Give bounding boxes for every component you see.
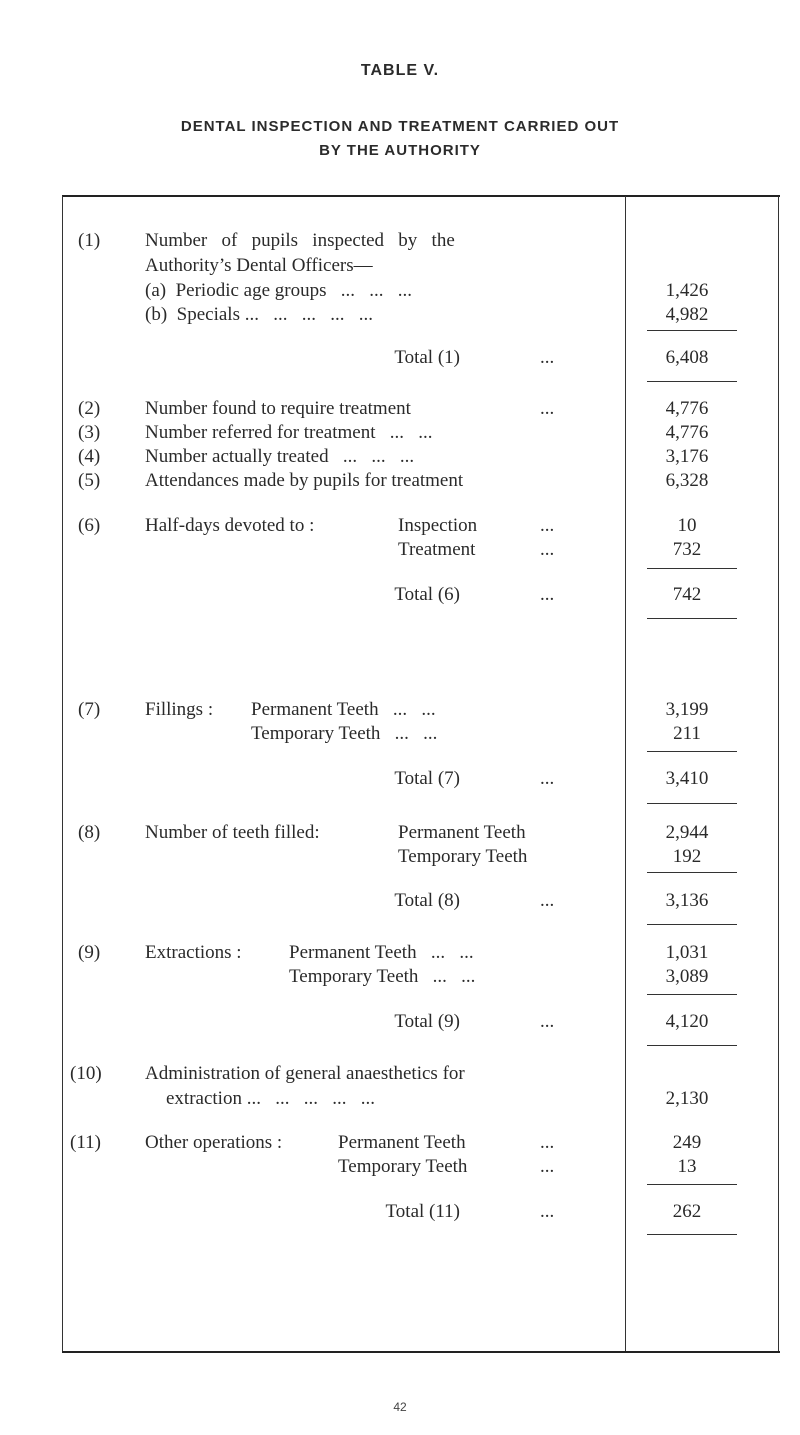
row-11 bbox=[0, 1131, 800, 1155]
row-8-total bbox=[0, 889, 800, 913]
item-label: Extractions : bbox=[145, 942, 242, 963]
total-rule bbox=[647, 1234, 737, 1235]
table-heading-line1: DENTAL INSPECTION AND TREATMENT CARRIED OUT bbox=[180, 118, 620, 135]
leader-dots: ... bbox=[540, 1132, 555, 1153]
row-6 bbox=[0, 514, 800, 538]
subtotal-rule bbox=[647, 1184, 737, 1185]
item-number: (10) bbox=[70, 1063, 102, 1084]
value-cell: 3,089 bbox=[665, 966, 709, 987]
row-7-sub2 bbox=[0, 722, 800, 746]
item-number: (3) bbox=[78, 422, 101, 443]
leader-dots: ... bbox=[540, 1011, 555, 1032]
value-cell: 3,176 bbox=[665, 446, 709, 467]
item-number: (9) bbox=[78, 942, 101, 963]
row-8 bbox=[0, 821, 800, 845]
leader-dots: ... bbox=[540, 584, 555, 605]
value-cell: 211 bbox=[673, 723, 701, 744]
total-label: Total (11) bbox=[385, 1201, 460, 1222]
row-3 bbox=[0, 421, 800, 445]
total-rule bbox=[647, 618, 737, 619]
value-cell: 10 bbox=[677, 515, 697, 536]
item-label: Other operations : bbox=[145, 1132, 283, 1153]
item-number: (1) bbox=[78, 230, 101, 251]
total-value: 4,120 bbox=[665, 1011, 709, 1032]
item-label: Administration of general anaesthetics for bbox=[145, 1063, 465, 1084]
table-heading-line2: BY THE AUTHORITY bbox=[319, 142, 481, 159]
value-cell: 1,426 bbox=[665, 280, 709, 301]
value-cell: 732 bbox=[672, 539, 702, 560]
leader-dots: ... bbox=[540, 515, 555, 536]
sub-label: Inspection bbox=[398, 515, 478, 536]
row-11-total bbox=[0, 1200, 800, 1224]
row-7 bbox=[0, 698, 800, 722]
row-11-sub2 bbox=[0, 1155, 800, 1179]
subtotal-rule bbox=[647, 994, 737, 995]
sub-label: Permanent Teeth ... ... bbox=[251, 699, 436, 720]
row-10 bbox=[0, 1062, 800, 1086]
leader-dots: ... bbox=[540, 347, 555, 368]
subtotal-rule bbox=[647, 872, 737, 873]
sub-label: (a) Periodic age groups ... ... ... bbox=[145, 280, 412, 301]
row-1-header bbox=[0, 229, 800, 253]
table-top-rule bbox=[62, 195, 780, 197]
row-1-total bbox=[0, 346, 800, 370]
sub-label: (b) Specials ... ... ... ... ... bbox=[145, 304, 373, 325]
row-1b bbox=[0, 303, 800, 327]
item-number: (2) bbox=[78, 398, 101, 419]
sub-label: Temporary Teeth bbox=[338, 1156, 468, 1177]
item-label: Fillings : bbox=[145, 699, 214, 720]
item-label: Number found to require treatment bbox=[145, 398, 411, 419]
value-cell: 6,328 bbox=[665, 470, 709, 491]
item-label: Number referred for treatment ... ... bbox=[145, 422, 433, 443]
total-value: 3,410 bbox=[665, 768, 709, 789]
total-value: 262 bbox=[672, 1201, 702, 1222]
item-number: (4) bbox=[78, 446, 101, 467]
total-label: Total (9) bbox=[394, 1011, 460, 1032]
leader-dots: ... bbox=[540, 890, 555, 911]
value-cell: 249 bbox=[672, 1132, 702, 1153]
subtotal-rule bbox=[647, 568, 737, 569]
item-number: (5) bbox=[78, 470, 101, 491]
item-label: Number of teeth filled: bbox=[145, 822, 320, 843]
item-label-cont: Authority’s Dental Officers— bbox=[145, 255, 373, 276]
item-number: (11) bbox=[70, 1132, 101, 1153]
leader-dots: ... bbox=[540, 398, 555, 419]
value-cell: 4,776 bbox=[665, 422, 709, 443]
table-bottom-rule bbox=[62, 1351, 780, 1353]
row-9-sub2 bbox=[0, 965, 800, 989]
item-number: (6) bbox=[78, 515, 101, 536]
value-cell: 2,130 bbox=[665, 1088, 709, 1109]
item-label: Attendances made by pupils for treatment bbox=[145, 470, 464, 491]
sub-label: Temporary Teeth bbox=[398, 846, 528, 867]
value-cell: 3,199 bbox=[665, 699, 709, 720]
total-rule bbox=[647, 381, 737, 382]
row-6-total bbox=[0, 583, 800, 607]
total-value: 742 bbox=[672, 584, 702, 605]
row-8-sub2 bbox=[0, 845, 800, 869]
sub-label: Temporary Teeth ... ... bbox=[251, 723, 438, 744]
value-cell: 1,031 bbox=[665, 942, 709, 963]
item-number: (7) bbox=[78, 699, 101, 720]
row-9-total bbox=[0, 1010, 800, 1034]
row-2 bbox=[0, 397, 800, 421]
leader-dots: ... bbox=[540, 1156, 555, 1177]
item-number: (8) bbox=[78, 822, 101, 843]
subtotal-rule bbox=[647, 330, 737, 331]
sub-label: Permanent Teeth bbox=[398, 822, 526, 843]
total-rule bbox=[647, 924, 737, 925]
leader-dots: ... bbox=[540, 539, 555, 560]
subtotal-rule bbox=[647, 751, 737, 752]
total-label: Total (7) bbox=[394, 768, 460, 789]
item-label: Half-days devoted to : bbox=[145, 515, 315, 536]
value-cell: 4,776 bbox=[665, 398, 709, 419]
sub-label: Temporary Teeth ... ... bbox=[289, 966, 476, 987]
item-label: Number of pupils inspected by the bbox=[145, 230, 455, 251]
total-label: Total (1) bbox=[394, 347, 460, 368]
value-cell: 4,982 bbox=[665, 304, 709, 325]
value-cell: 2,944 bbox=[665, 822, 709, 843]
row-10-cont bbox=[0, 1087, 800, 1111]
leader-dots: ... bbox=[540, 768, 555, 789]
item-label-cont: extraction ... ... ... ... ... bbox=[166, 1088, 375, 1109]
row-1-header-cont bbox=[0, 254, 800, 278]
total-value: 6,408 bbox=[665, 347, 709, 368]
row-7-total bbox=[0, 767, 800, 791]
sub-label: Treatment bbox=[398, 539, 476, 560]
value-cell: 13 bbox=[677, 1156, 697, 1177]
row-9 bbox=[0, 941, 800, 965]
row-1a bbox=[0, 279, 800, 303]
row-5 bbox=[0, 469, 800, 493]
leader-dots: ... bbox=[540, 1201, 555, 1222]
item-label: Number actually treated ... ... ... bbox=[145, 446, 415, 467]
page-number: 42 bbox=[393, 1400, 407, 1414]
total-rule bbox=[647, 803, 737, 804]
row-4 bbox=[0, 445, 800, 469]
table-label: TABLE V. bbox=[360, 62, 440, 79]
total-rule bbox=[647, 1045, 737, 1046]
total-value: 3,136 bbox=[665, 890, 709, 911]
sub-label: Permanent Teeth bbox=[338, 1132, 466, 1153]
row-6-sub2 bbox=[0, 538, 800, 562]
sub-label: Permanent Teeth ... ... bbox=[289, 942, 474, 963]
total-label: Total (8) bbox=[394, 890, 460, 911]
value-cell: 192 bbox=[672, 846, 702, 867]
total-label: Total (6) bbox=[394, 584, 460, 605]
